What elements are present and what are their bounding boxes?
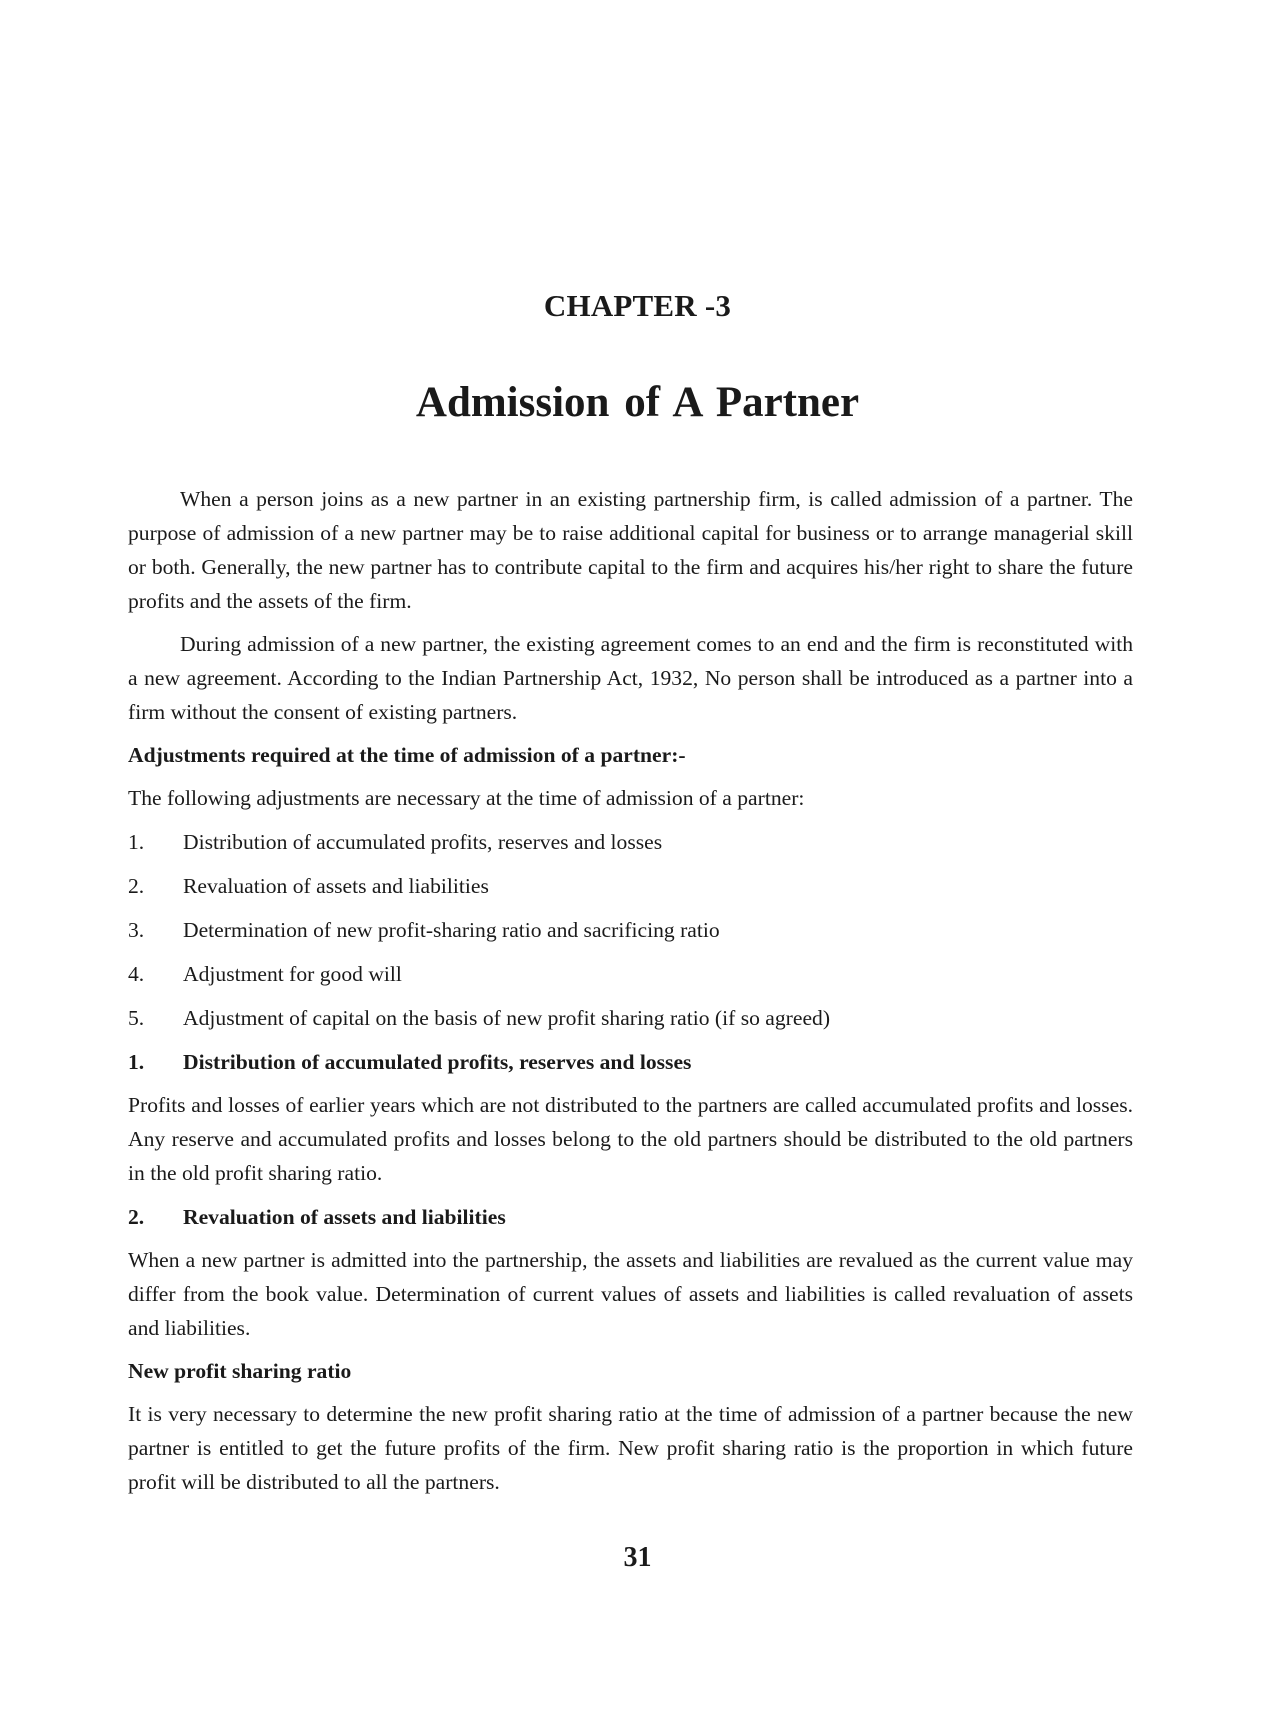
list-item bbox=[128, 957, 1133, 991]
list-item-text: Adjustment for good will bbox=[183, 962, 402, 986]
section-1-title: Distribution of accumulated profits, reserves and losses bbox=[183, 1050, 692, 1074]
adjustments-list bbox=[128, 825, 1133, 1035]
section-1-number: 1. bbox=[128, 1050, 145, 1074]
list-item-number: 1. bbox=[128, 830, 145, 854]
page-number: 31 bbox=[623, 1542, 652, 1573]
list-item bbox=[128, 825, 1133, 859]
list-item-text: Determination of new profit-sharing ratio and sacrificing ratio bbox=[183, 918, 720, 942]
list-item-number: 4. bbox=[128, 962, 145, 986]
list-item-number: 5. bbox=[128, 1006, 145, 1030]
intro-paragraph-2: During admission of a new partner, the existing agreement comes to an end and the firm is reconstituted with a new agreement. According to the Indian Partnership Act, 1932, No person shall be introduced as a partner into a firm without the consent of existing partners. bbox=[128, 632, 1133, 724]
list-item-text: Revaluation of assets and liabilities bbox=[183, 874, 489, 898]
list-item bbox=[128, 913, 1133, 947]
list-item bbox=[128, 1001, 1133, 1035]
list-item-text: Distribution of accumulated profits, reserves and losses bbox=[183, 830, 663, 854]
page-content bbox=[128, 482, 1133, 1499]
section-2-heading bbox=[128, 1200, 1133, 1234]
adjustments-lead: The following adjustments are necessary at the time of admission of a partner: bbox=[128, 786, 805, 810]
list-item-text: Adjustment of capital on the basis of new profit sharing ratio (if so agreed) bbox=[183, 1006, 831, 1030]
chapter-title: Admission of A Partner bbox=[415, 379, 860, 426]
section-2-number: 2. bbox=[128, 1205, 145, 1229]
chapter-label: CHAPTER -3 bbox=[543, 288, 732, 323]
section-2-body: When a new partner is admitted into the partnership, the assets and liabilities are revalued as the current value may differ from the book value. Determination of current values of assets and liabilities is called revaluation of assets and liabilities. bbox=[128, 1248, 1133, 1340]
new-ratio-heading: New profit sharing ratio bbox=[128, 1359, 352, 1383]
section-1-heading bbox=[128, 1045, 1133, 1079]
adjustments-heading: Adjustments required at the time of admission of a partner:- bbox=[128, 743, 686, 767]
list-item bbox=[128, 869, 1133, 903]
new-ratio-body: It is very necessary to determine the new profit sharing ratio at the time of admission of a partner because the new partner is entitled to get the future profits of the firm. New profit sharing ratio is the proportion in which future profit will be distributed to all the partners. bbox=[128, 1402, 1133, 1494]
section-2-title: Revaluation of assets and liabilities bbox=[183, 1205, 506, 1229]
intro-paragraph-1: When a person joins as a new partner in an existing partnership firm, is called admission of a partner. The purpose of admission of a new partner may be to raise additional capital for business or to arrange managerial skill or both. Generally, the new partner has to contribute capital to the firm and acquires his/her right to share the future profits and the assets of the firm. bbox=[128, 487, 1133, 613]
list-item-number: 2. bbox=[128, 874, 145, 898]
section-1-body: Profits and losses of earlier years which are not distributed to the partners are called accumulated profits and losses. Any reserve and accumulated profits and losses belong to the old partners should be distributed to the old partners in the old profit sharing ratio. bbox=[128, 1093, 1133, 1185]
list-item-number: 3. bbox=[128, 918, 145, 942]
